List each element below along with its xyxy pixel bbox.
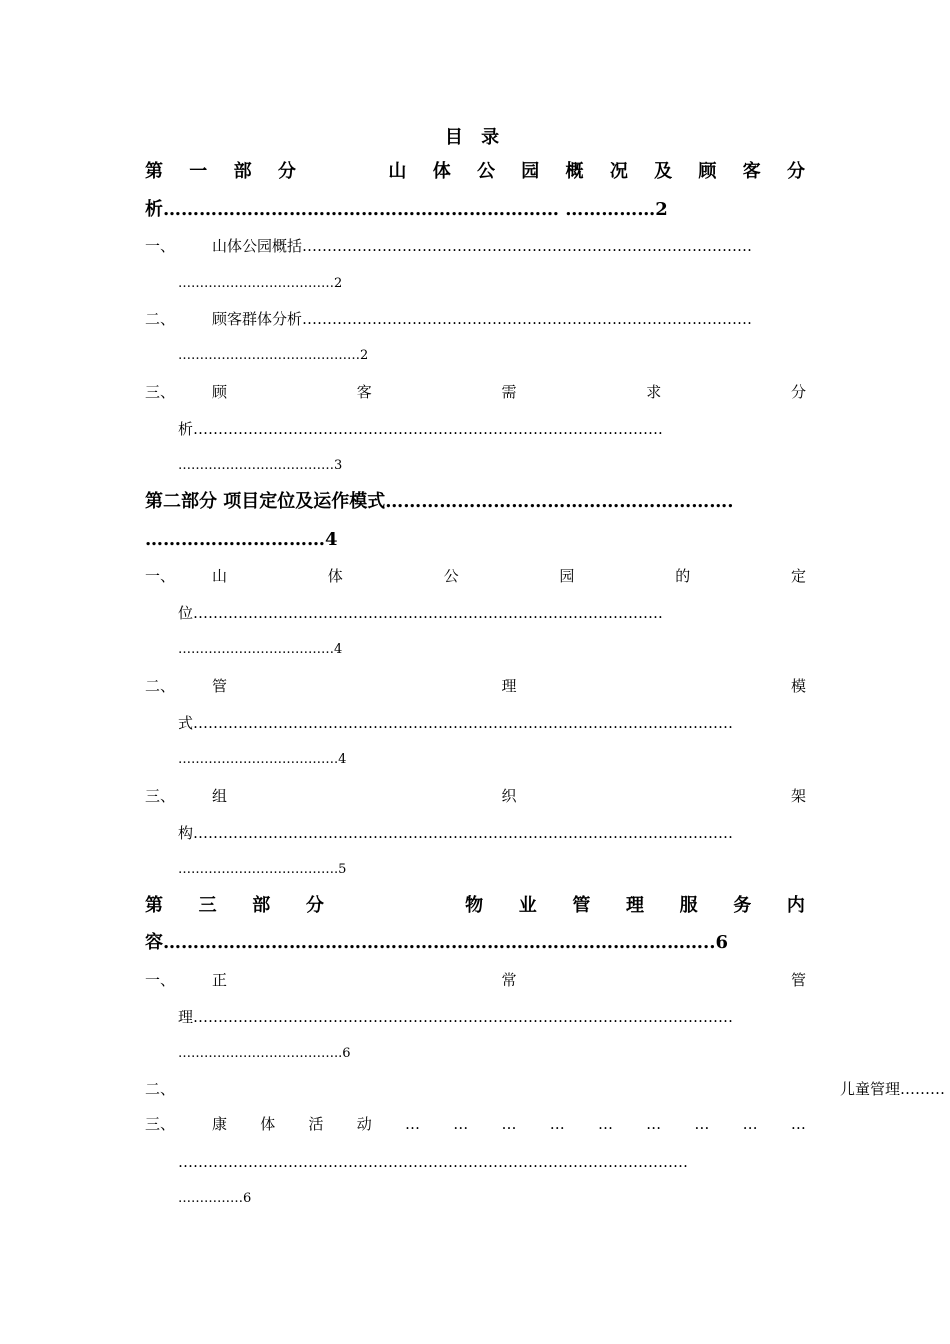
part-1-char: 部 (233, 161, 252, 182)
part-3-char: 服 (679, 895, 698, 916)
part-2-leader: …………………………4 (145, 529, 338, 550)
entry-char: … (646, 1115, 662, 1133)
part-3-char: 部 (252, 895, 271, 916)
part-1-char: 一 (189, 161, 208, 182)
toc-entry-text: 构……………………………………………………………………………………………… (178, 824, 734, 842)
part-1-char: 概 (565, 161, 584, 182)
toc-entry-text: 式……………………………………………………………………………………………… (178, 714, 734, 732)
entry-char: … (597, 1115, 613, 1133)
part-1-char: 分 (277, 161, 296, 182)
entry-char: … (694, 1115, 710, 1133)
toc-entry-text: ………………………………………………………………………………………… (178, 1153, 688, 1171)
entry-char: 山 (212, 567, 228, 585)
entry-char: 常 (501, 971, 517, 989)
item-number: 二、 (145, 1080, 176, 1098)
toc-entry-text: 析…………………………………………………………………………………. (178, 420, 663, 438)
toc-entry-text: 儿童管理……… (840, 1080, 946, 1098)
toc-entry-spread (212, 674, 806, 698)
entry-char: … (405, 1115, 420, 1133)
item-number: 一、 (145, 237, 176, 255)
item-number: 一、 (145, 567, 176, 585)
toc-entry-text: 位…………………………………………………………………………………. (178, 604, 663, 622)
item-number: 三、 (145, 1115, 176, 1133)
toc-title: 目 录 (444, 127, 506, 148)
part-3-char: 第 (145, 895, 163, 916)
toc-entry-leader: ……………………………………2 (178, 348, 369, 363)
entry-char: 需 (501, 383, 517, 401)
toc-entry-spread (212, 564, 806, 588)
entry-char: 架 (790, 787, 806, 805)
entry-char: … (549, 1115, 565, 1133)
part-3-leader: 容………………………………………………………………………………..6 (145, 932, 729, 953)
item-number: 二、 (145, 677, 176, 695)
entry-char: 求 (646, 383, 662, 401)
entry-char: 管 (212, 677, 228, 695)
toc-entry-leader: ………………………………4 (178, 642, 343, 657)
part-2-heading: 第二部分 项目定位及运作模式…………………………………………………. (145, 491, 734, 512)
entry-char: 体 (260, 1115, 276, 1133)
toc-entry-spread (212, 784, 806, 808)
part-1-heading (145, 160, 805, 184)
part-1-char: 公 (476, 161, 495, 182)
part-3-char: 务 (733, 895, 752, 916)
entry-char: 顾 (212, 383, 228, 401)
part-3-char: 业 (518, 895, 537, 916)
part-3-char: 内 (786, 895, 805, 916)
entry-char: 织 (501, 787, 517, 805)
part-1-char: 分 (786, 161, 805, 182)
part-1-char: 园 (521, 161, 540, 182)
part-1-char: 第 (145, 161, 163, 182)
toc-entry-text: 理……………………………………………………………………………………………… (178, 1008, 734, 1026)
entry-char: 模 (790, 677, 806, 695)
entry-char: … (501, 1115, 517, 1133)
entry-char: … (742, 1115, 758, 1133)
entry-char: 公 (443, 567, 459, 585)
entry-char: 组 (212, 787, 228, 805)
toc-entry-leader: ………………………………..6 (178, 1046, 351, 1061)
part-1-char: 山 (388, 161, 407, 182)
toc-entry-spread (212, 968, 806, 992)
item-number: 三、 (145, 787, 176, 805)
toc-entry-spread (212, 380, 806, 404)
part-3-char: 三 (198, 895, 217, 916)
part-3-char: 分 (305, 895, 324, 916)
part-1-leader: 析………………………………………………………… ……………2 (145, 199, 668, 220)
toc-entry-text: 顾客群体分析……………………………………………………………………………… (212, 310, 753, 328)
entry-char: 正 (212, 971, 228, 989)
entry-char: 康 (212, 1115, 228, 1133)
toc-entry-leader: ……………6 (178, 1191, 252, 1206)
toc-entry-leader: ……………………………….5 (178, 862, 347, 877)
entry-char: 体 (327, 567, 343, 585)
item-number: 二、 (145, 310, 176, 328)
entry-char: 的 (675, 567, 691, 585)
part-3-heading (145, 894, 805, 918)
entry-char: 园 (559, 567, 575, 585)
entry-char: 理 (501, 677, 517, 695)
entry-char: … (790, 1115, 806, 1133)
entry-char: 分 (790, 383, 806, 401)
part-1-char: 顾 (698, 161, 717, 182)
toc-entry-spread (212, 1112, 806, 1136)
entry-char: 客 (356, 383, 372, 401)
part-1-char: 况 (609, 161, 628, 182)
toc-entry-leader: ……………………………….4 (178, 752, 347, 767)
entry-char: 定 (790, 567, 806, 585)
part-3-char: 管 (572, 895, 591, 916)
part-3-char: 物 (465, 895, 484, 916)
item-number: 三、 (145, 383, 176, 401)
part-1-char: 及 (654, 161, 673, 182)
part-1-char: 体 (432, 161, 451, 182)
entry-char: 管 (790, 971, 806, 989)
toc-entry-leader: ………………………………3 (178, 458, 343, 473)
part-1-char: 客 (742, 161, 761, 182)
toc-entry-text: 山体公园概括……………………………………………………………………………… (212, 237, 753, 255)
entry-char: 活 (308, 1115, 324, 1133)
entry-char: 动 (356, 1115, 372, 1133)
part-3-char: 理 (626, 895, 644, 916)
item-number: 一、 (145, 971, 176, 989)
entry-char: … (453, 1115, 469, 1133)
toc-entry-leader: ………………………………2 (178, 276, 343, 291)
